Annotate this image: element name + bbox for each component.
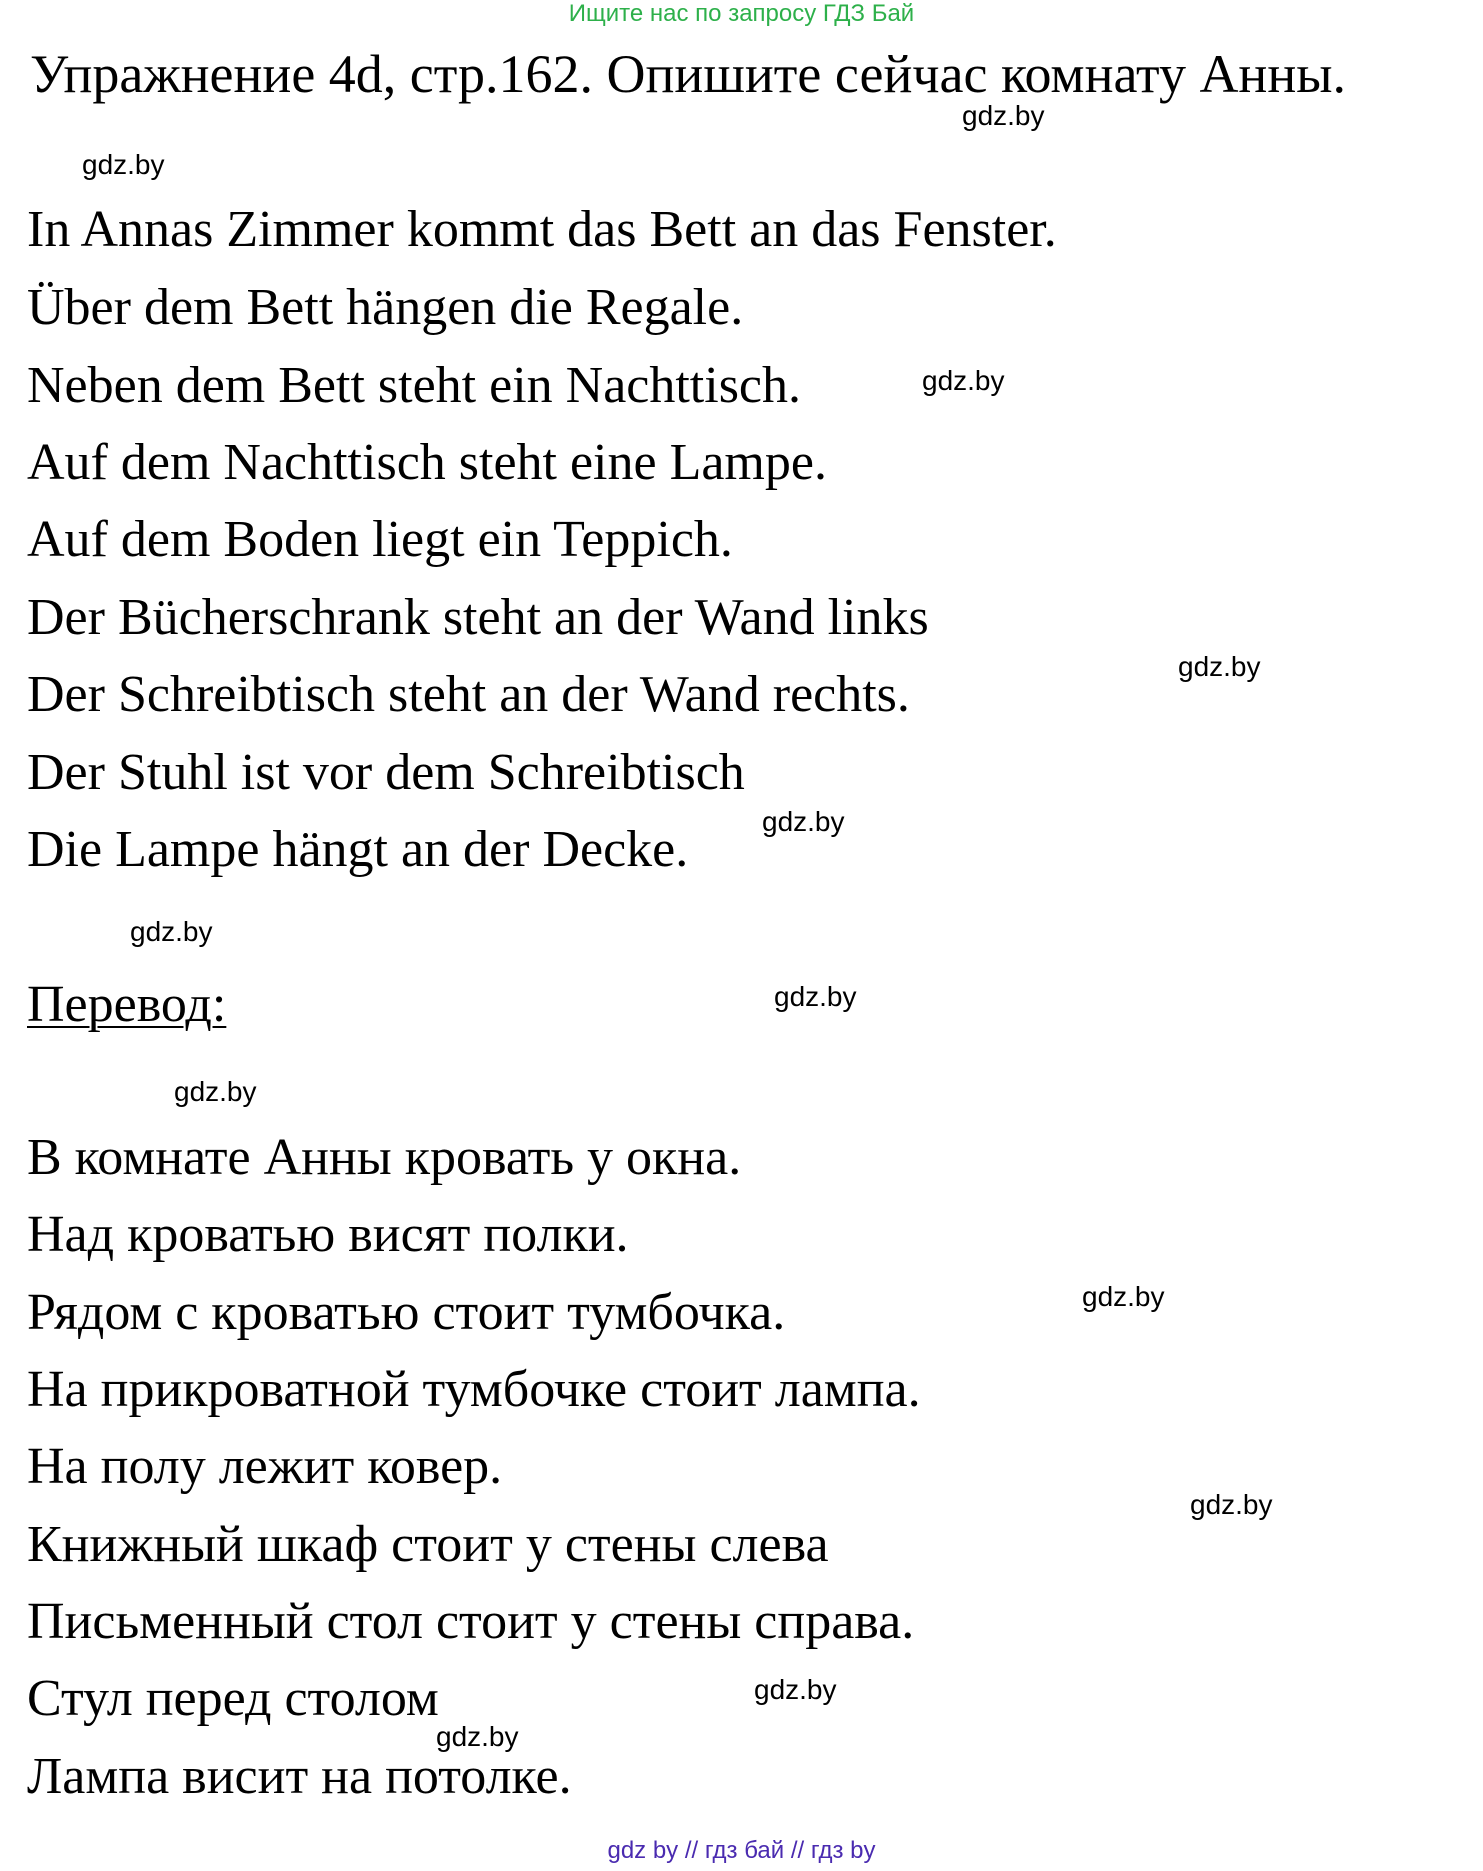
watermark: gdz.by	[130, 916, 213, 947]
russian-line-6: Книжный шкаф стоит у стены слева	[27, 1516, 829, 1573]
german-line-4: Auf dem Nachttisch steht eine Lampe.	[27, 434, 827, 491]
russian-line-8: Стул перед столом	[27, 1670, 439, 1727]
translation-heading: Перевод:	[27, 976, 227, 1033]
german-line-9: Die Lampe hängt an der Decke.	[27, 821, 689, 878]
russian-line-7: Письменный стол стоит у стены справа.	[27, 1593, 915, 1650]
russian-line-5: На полу лежит ковер.	[27, 1438, 503, 1495]
search-hint-link[interactable]: Ищите нас по запросу ГДЗ Бай	[568, 0, 915, 27]
watermark: gdz.by	[82, 149, 165, 180]
russian-line-9: Лампа висит на потолке.	[27, 1748, 572, 1805]
watermark: gdz.by	[1082, 1281, 1165, 1312]
watermark: gdz.by	[922, 365, 1005, 396]
german-line-3: Neben dem Bett steht ein Nachttisch.	[27, 357, 802, 414]
german-line-5: Auf dem Boden liegt ein Teppich.	[27, 511, 733, 568]
russian-line-1: В комнате Анны кровать у окна.	[27, 1129, 742, 1186]
german-line-1: In Annas Zimmer kommt das Bett an das Fenster.	[27, 201, 1057, 258]
exercise-title: Упражнение 4d, стр.162. Опишите сейчас комнату Анны.	[30, 44, 1347, 104]
watermark: gdz.by	[174, 1076, 257, 1107]
russian-line-3: Рядом с кроватью стоит тумбочка.	[27, 1284, 786, 1341]
watermark: gdz.by	[754, 1674, 837, 1705]
russian-line-4: На прикроватной тумбочке стоит лампа.	[27, 1361, 921, 1418]
footer-links[interactable]: gdz by // гдз бай // гдз by	[607, 1837, 876, 1864]
watermark: gdz.by	[1190, 1489, 1273, 1520]
german-line-8: Der Stuhl ist vor dem Schreibtisch	[27, 744, 745, 801]
watermark: gdz.by	[774, 981, 857, 1012]
german-line-7: Der Schreibtisch steht an der Wand rechts.	[27, 666, 910, 723]
german-line-2: Über dem Bett hängen die Regale.	[27, 279, 744, 336]
watermark: gdz.by	[962, 100, 1045, 131]
watermark: gdz.by	[762, 806, 845, 837]
watermark: gdz.by	[1178, 651, 1261, 682]
watermark: gdz.by	[436, 1721, 519, 1752]
german-line-6: Der Bücherschrank steht an der Wand links	[27, 589, 929, 646]
russian-line-2: Над кроватью висят полки.	[27, 1206, 629, 1263]
